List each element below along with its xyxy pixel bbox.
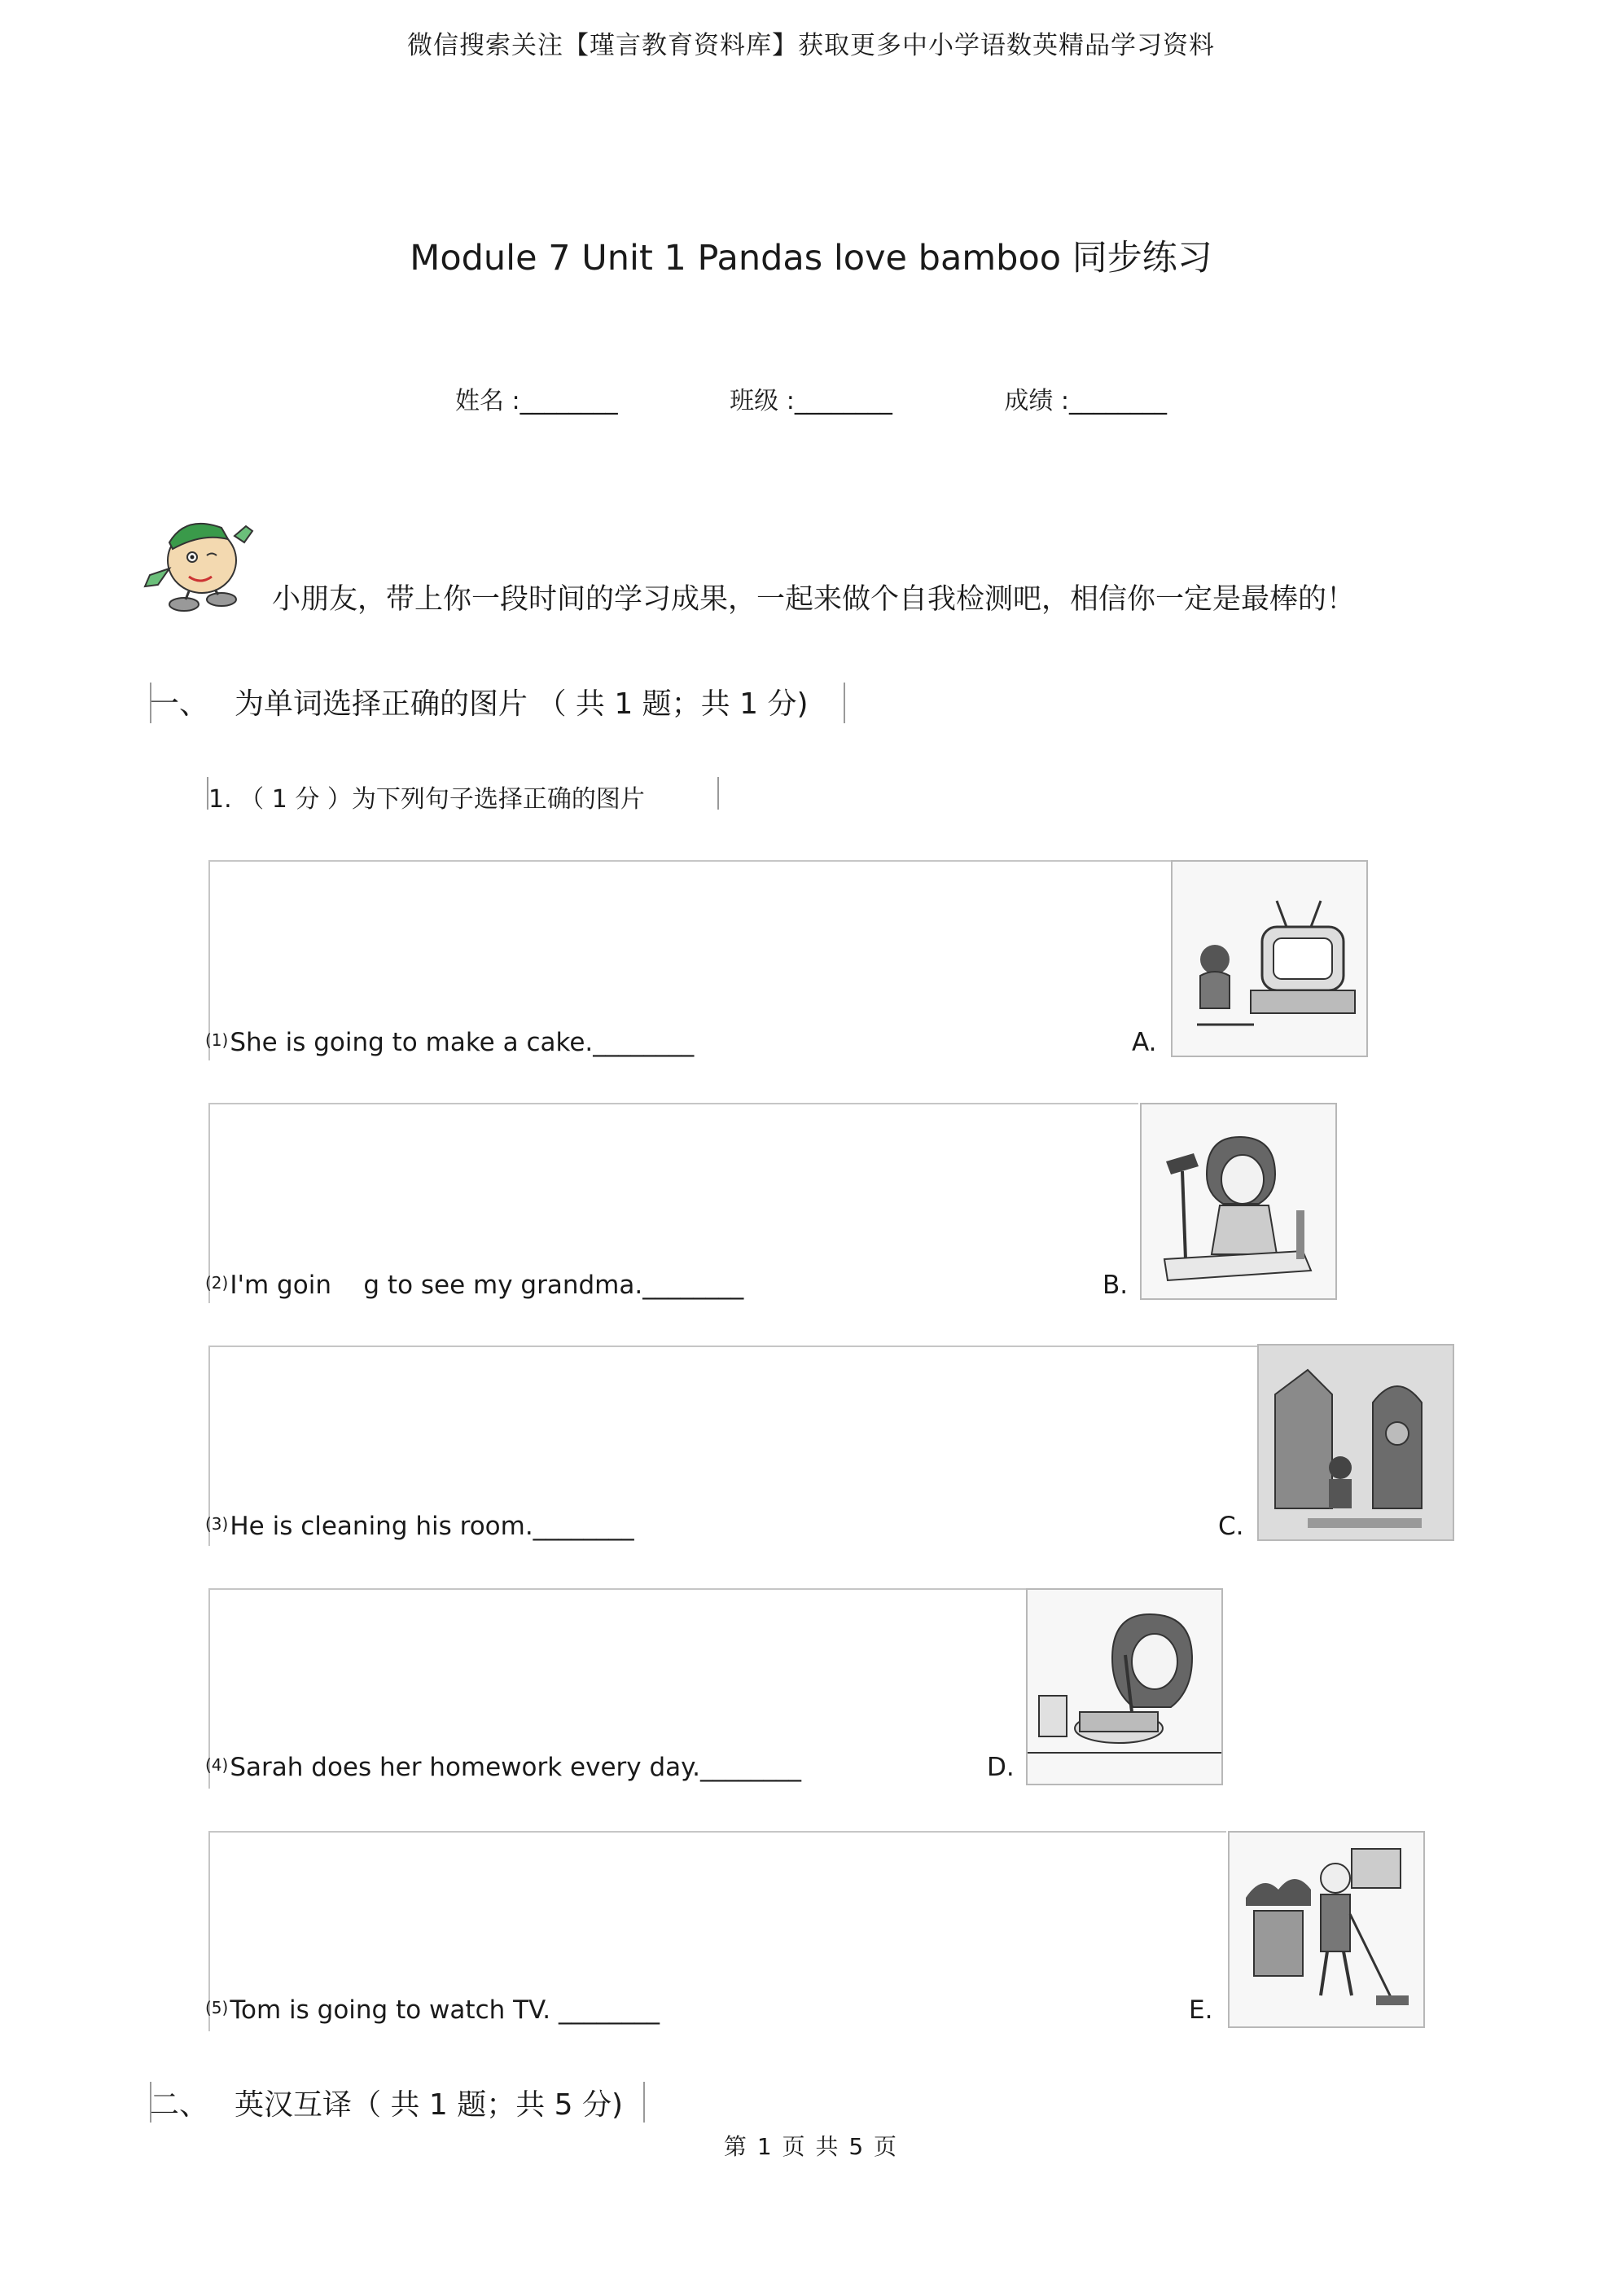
option-d-label: D. [987,1753,1015,1782]
item-5-number: (5) [205,1998,229,2017]
header-banner: 微信搜索关注【瑾言教育资料库】获取更多中小学语数英精品学习资料 [407,31,1215,60]
option-e-label: E. [1189,1995,1213,2025]
score-field[interactable]: 成绩 :________ [1004,387,1168,415]
item-2-number: (2) [205,1273,229,1293]
item-5-sentence [205,1995,660,2025]
option-b-label: B. [1103,1271,1129,1300]
mascot-icon [137,503,267,617]
question-1-prompt: 1. （ 1 分 ）为下列句子选择正确的图片 [208,785,645,814]
boy-watching-tv-icon [1173,862,1366,1056]
item-1-text: She is going to make a cake.________ [230,1028,695,1057]
section-2-number: 二、 [150,2088,209,2122]
item-1-sentence [205,1028,694,1057]
class-field[interactable]: 班级 :________ [730,387,892,415]
picture-c [1257,1344,1454,1541]
section-1-title: 为单词选择正确的图片 （ 共 1 题；共 1 分) [235,687,809,721]
section-1-number: 一、 [150,687,209,721]
picture-a [1171,860,1368,1057]
name-field[interactable]: 姓名 :________ [454,387,618,415]
picture-d [1026,1588,1223,1785]
item-3-number: (3) [205,1514,229,1534]
girl-making-cake-icon [1028,1590,1221,1784]
item-4-sentence [205,1753,801,1782]
section-1-heading [150,681,809,722]
item-3-sentence [205,1512,634,1541]
picture-b [1140,1103,1337,1300]
option-a-label: A. [1132,1028,1157,1057]
greeting-text: 小朋友，带上你一段时间的学习成果，一起来做个自我检测吧，相信你一定是最棒的！ [272,583,1356,616]
section-1-right-border [844,683,845,723]
boy-cleaning-room-icon [1230,1833,1423,2026]
page-title: Module 7 Unit 1 Pandas love bamboo 同步练习 [410,238,1212,279]
girl-doing-homework-icon [1142,1104,1335,1298]
visiting-grandma-icon [1259,1346,1453,1539]
item-3-text: He is cleaning his room.________ [230,1512,634,1541]
section-2-title: 英汉互译（ 共 1 题；共 5 分) [235,2088,624,2122]
option-c-label: C. [1218,1512,1244,1541]
item-5-text: Tom is going to watch TV. ________ [230,1995,660,2025]
item-4-number: (4) [205,1755,229,1775]
item-4-text: Sarah does her homework every day.________ [230,1753,801,1782]
student-info-fields [0,380,1622,416]
picture-e [1228,1831,1425,2028]
item-2-text: I'm goin g to see my grandma.________ [230,1271,744,1300]
item-2-sentence [205,1271,743,1300]
item-1-number: (1) [205,1030,229,1050]
section-2-heading [150,2082,623,2123]
page-number-footer: 第 1 页 共 5 页 [723,2133,899,2160]
section-2-right-border [643,2082,645,2123]
